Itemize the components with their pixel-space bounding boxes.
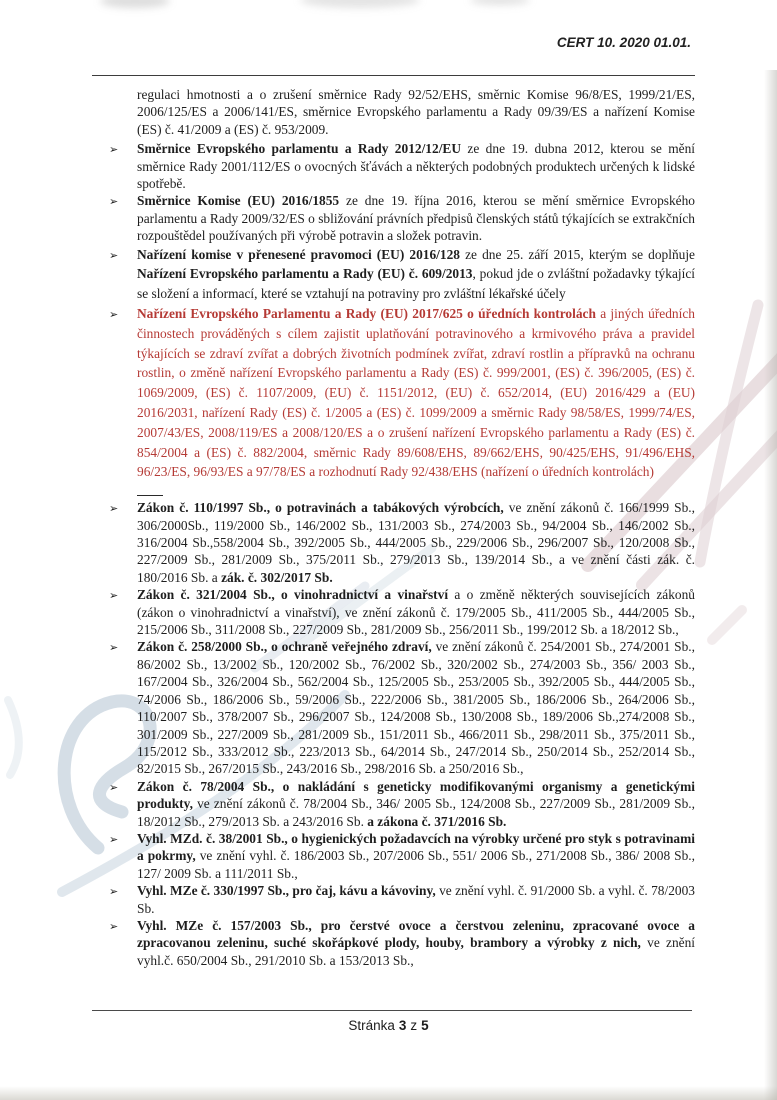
list-item bbox=[109, 140, 696, 192]
list-item bbox=[109, 304, 695, 482]
arrow-bullet-icon: ➢ bbox=[109, 143, 119, 157]
regulation-body-text: a o změně některých souvisejících zákonů (zákon o vinohradnictví a vinařství), ve znění zákonů č. 179/2005 Sb., 411/2005 Sb., 444/2005 Sb., 215/2006 Sb., 311/2008 Sb., 227/2009 Sb., 281/2009 Sb., 256/2011 Sb., 199/2012 Sb. a 18/2012 Sb., bbox=[137, 587, 695, 638]
arrow-bullet-icon: ➢ bbox=[109, 308, 119, 322]
regulation-title-text: Zákon č. 110/1997 Sb., o potravinách a tabákových výrobcích, bbox=[137, 500, 504, 516]
regulation-body-text: ze dne 19. dubna 2012, kterou se mění směrnice Rady 2001/112/ES o ovocných šťávách a některých podobných produktech určených k lidské spotřebě. bbox=[137, 141, 696, 192]
regulation-body-text: ve znění vyhl.č. 650/2004 Sb., 291/2010 Sb. a 153/2013 Sb., bbox=[137, 935, 695, 968]
regulation-title-text: Směrnice Komise (EU) 2016/1855 bbox=[137, 193, 340, 209]
list-item bbox=[109, 778, 695, 830]
footer-label: Stránka bbox=[348, 1018, 395, 1033]
arrow-bullet-icon: ➢ bbox=[109, 832, 119, 846]
scan-smudge-top bbox=[300, 0, 420, 8]
arrow-bullet-icon: ➢ bbox=[109, 248, 119, 262]
regulation-title-text: Vyhl. MZe č. 157/2003 Sb., pro čerstvé ovoce a čerstvou zeleninu, zpracované ovoce a zpracovanou zeleninu, suché skořápkové plody, houby, brambory a výrobky z nich, bbox=[137, 917, 695, 951]
regulation-body-text: ve znění vyhl. č. 186/2003 Sb., 207/2006 Sb., 551/ 2006 Sb., 271/2008 Sb., 386/ 2008 Sb., 127/ 2009 Sb. a 111/2011 Sb., bbox=[137, 848, 695, 881]
regulation-body-text: ve znění zákonů č. 166/1999 Sb., 306/2000Sb., 119/2000 Sb., 146/2002 Sb., 131/2003 Sb., 274/2003 Sb., 94/2004 Sb., 146/2002 Sb., 316/2004 Sb.,558/2004 Sb., 392/2005 Sb., 444/2005 Sb., 229/2006 Sb., 296/2007 Sb., 120/2008 Sb., 227/2009 Sb., 281/2009 Sb., 375/2011 Sb., 279/2013 Sb., 139/2014 Sb., a ve znění části zák. č. 180/2016 Sb. a bbox=[137, 500, 695, 585]
regulation-body-text: ve znění zákonů č. 254/2001 Sb., 274/2001 Sb., 86/2002 Sb., 13/2002 Sb., 120/2002 Sb., 76/2002 Sb., 320/2002 Sb., 274/2003 Sb., 356/ 2003 Sb., 167/2004 Sb., 326/2004 Sb., 562/2004 Sb., 125/2005 Sb., 253/2005 Sb., 392/2005 Sb., 444/2005 Sb., 74/2006 Sb., 186/2006 Sb., 59/2006 Sb., 222/2006 Sb., 381/2005 Sb., 186/2006 Sb., 264/2006 Sb., 110/2007 Sb., 378/2007 Sb., 296/2007 Sb., 124/2008 Sb., 130/2008 Sb., 189/2006 Sb.,274/2008 Sb., 301/2009 Sb., 227/2009 Sb., 281/2009 Sb., 151/2011 Sb., 466/2011 Sb., 298/2011 Sb., 375/2011 Sb., 115/2012 Sb., 333/2012 Sb., 223/2013 Sb., 64/2014 Sb., 247/2014 Sb., 250/2014 Sb., 252/2014 Sb., 82/2015 Sb., 267/2015 Sb., 243/2016 Sb., 298/2016 Sb. a 250/2016 Sb., bbox=[137, 639, 695, 777]
regulation-title-text: Směrnice Evropského parlamentu a Rady 2012/12/EU bbox=[137, 141, 462, 157]
document-body bbox=[109, 86, 696, 969]
regulation-title-text: zák. č. 302/2017 Sb. bbox=[221, 569, 333, 585]
regulation-title-text: Vyhl. MZe č. 330/1997 Sb., pro čaj, kávu a kávoviny, bbox=[137, 883, 436, 899]
regulation-title-text: a zákona č. 371/2016 Sb. bbox=[367, 813, 507, 829]
arrow-bullet-icon: ➢ bbox=[109, 919, 119, 933]
scan-smudge-top bbox=[470, 0, 530, 5]
regulation-title-text: Vyhl. MZd. č. 38/2001 Sb., o hygienických požadavcích na výrobky určené pro styk s potravinami a pokrmy, bbox=[137, 830, 695, 864]
arrow-bullet-icon: ➢ bbox=[109, 502, 119, 516]
scan-smudge-top bbox=[100, 0, 170, 8]
regulation-title-text: Zákon č. 321/2004 Sb., o vinohradnictví a vinařství bbox=[137, 587, 449, 603]
regulation-title-text: Nařízení Evropského Parlamentu a Rady (EU) 2017/625 o úředních kontrolách bbox=[137, 306, 596, 322]
arrow-bullet-icon: ➢ bbox=[109, 589, 119, 603]
arrow-bullet-icon: ➢ bbox=[109, 780, 119, 794]
footer-separator: z bbox=[410, 1018, 418, 1033]
footer-divider bbox=[92, 1010, 692, 1011]
arrow-bullet-icon: ➢ bbox=[109, 195, 119, 209]
header-divider bbox=[92, 75, 695, 76]
arrow-bullet-icon: ➢ bbox=[109, 641, 119, 655]
regulation-body-text: ve znění zákonů č. 78/2004 Sb., 346/ 2005 Sb., 124/2008 Sb., 227/2009 Sb., 281/2009 Sb., 18/2012 Sb., 279/2013 Sb. a 243/2016 Sb. bbox=[137, 796, 695, 829]
regulation-body-text: ze dne 19. října 2016, kterou se mění směrnice Evropského parlamentu a Rady 2009/32/ES o sbližování právních předpisů členských států týkajících se extrakčních rozpouštědel používaných při výrobě potravin a složek potravin. bbox=[137, 193, 696, 244]
regulation-body-text: a jiných úředních činnostech prováděných s cílem zajistit uplatňování potravinového a krmivového práva a pravidel týkajících se zdraví zvířat a dobrých životních podmínek zvířat, zdraví rostlin a přípravků na ochranu rostlin, o změně nařízení Evropského parlamentu a Rady (ES) č. 999/2001, (ES) č. 396/2005, (ES) č. 1069/2009, (ES) č. 1107/2009, (EU) č. 1151/2012, (EU) č. 652/2014, (EU) 2016/429 a (EU) 2016/2031, nařízení Rady (ES) č. 1/2005 a (ES) č. 1099/2009 a směrnic Rady 98/58/ES, 1999/74/ES, 2007/43/ES, 2008/119/ES a 2008/120/ES a o zrušení nařízení Evropského parlamentu a Rady (ES) č. 854/2004 a (ES) č. 882/2004, směrnic Rady 89/608/EHS, 89/662/EHS, 90/425/EHS, 91/496/EHS, 96/23/ES, 96/93/ES a 97/78/ES a rozhodnutí Rady 92/438/EHS (nařízení o úředních kontrolách) bbox=[137, 306, 695, 480]
regulation-title-text: Zákon č. 258/2000 Sb., o ochraně veřejného zdraví, bbox=[137, 639, 432, 655]
regulation-body-text: ze dne 25. září 2015, kterým se doplňuje bbox=[460, 246, 695, 262]
regulation-body-text: , pokud jde o zvláštní požadavky týkající se složení a informací, které se vztahují na potraviny pro zvláštní lékařské účely bbox=[137, 266, 695, 302]
arrow-bullet-icon: ➢ bbox=[109, 885, 119, 899]
list-item bbox=[109, 917, 695, 969]
footer-total-pages: 5 bbox=[421, 1018, 429, 1033]
section-separator-line bbox=[137, 495, 163, 496]
regulation-list bbox=[109, 140, 696, 969]
scan-edge-bottom bbox=[0, 1086, 777, 1100]
list-item bbox=[109, 192, 696, 244]
scan-edge-right bbox=[764, 70, 777, 1100]
list-item bbox=[109, 638, 695, 777]
page-number-footer bbox=[0, 1018, 777, 1033]
header-document-code: CERT 10. 2020 01.01. bbox=[556, 35, 691, 50]
list-item bbox=[109, 830, 695, 882]
footer-current-page: 3 bbox=[398, 1018, 407, 1033]
list-item bbox=[109, 586, 695, 638]
intro-paragraph: regulaci hmotnosti a o zrušení směrnice Rady 92/52/EHS, směrnic Komise 96/8/ES, 1999/21/ES, 2006/125/ES a 2006/141/ES, směrnice Evropského parlamentu a Rady 09/39/ES a nařízení Komise (ES) č. 41/2009 a (ES) č. 953/2009. bbox=[137, 87, 695, 137]
regulation-title-text: Nařízení komise v přenesené pravomoci (EU) 2016/128 bbox=[137, 246, 460, 262]
regulation-body-text: ve znění vyhl. č. 91/2000 Sb. a vyhl. č. 78/2003 Sb. bbox=[137, 883, 695, 916]
list-item bbox=[109, 499, 695, 586]
list-item bbox=[109, 245, 695, 304]
list-item bbox=[109, 882, 695, 917]
regulation-title-text: Nařízení Evropského parlamentu a Rady (EU) č. 609/2013 bbox=[137, 266, 473, 282]
regulation-title-text: Zákon č. 78/2004 Sb., o nakládání s geneticky modifikovanými organismy a genetickými produkty, bbox=[137, 778, 695, 812]
